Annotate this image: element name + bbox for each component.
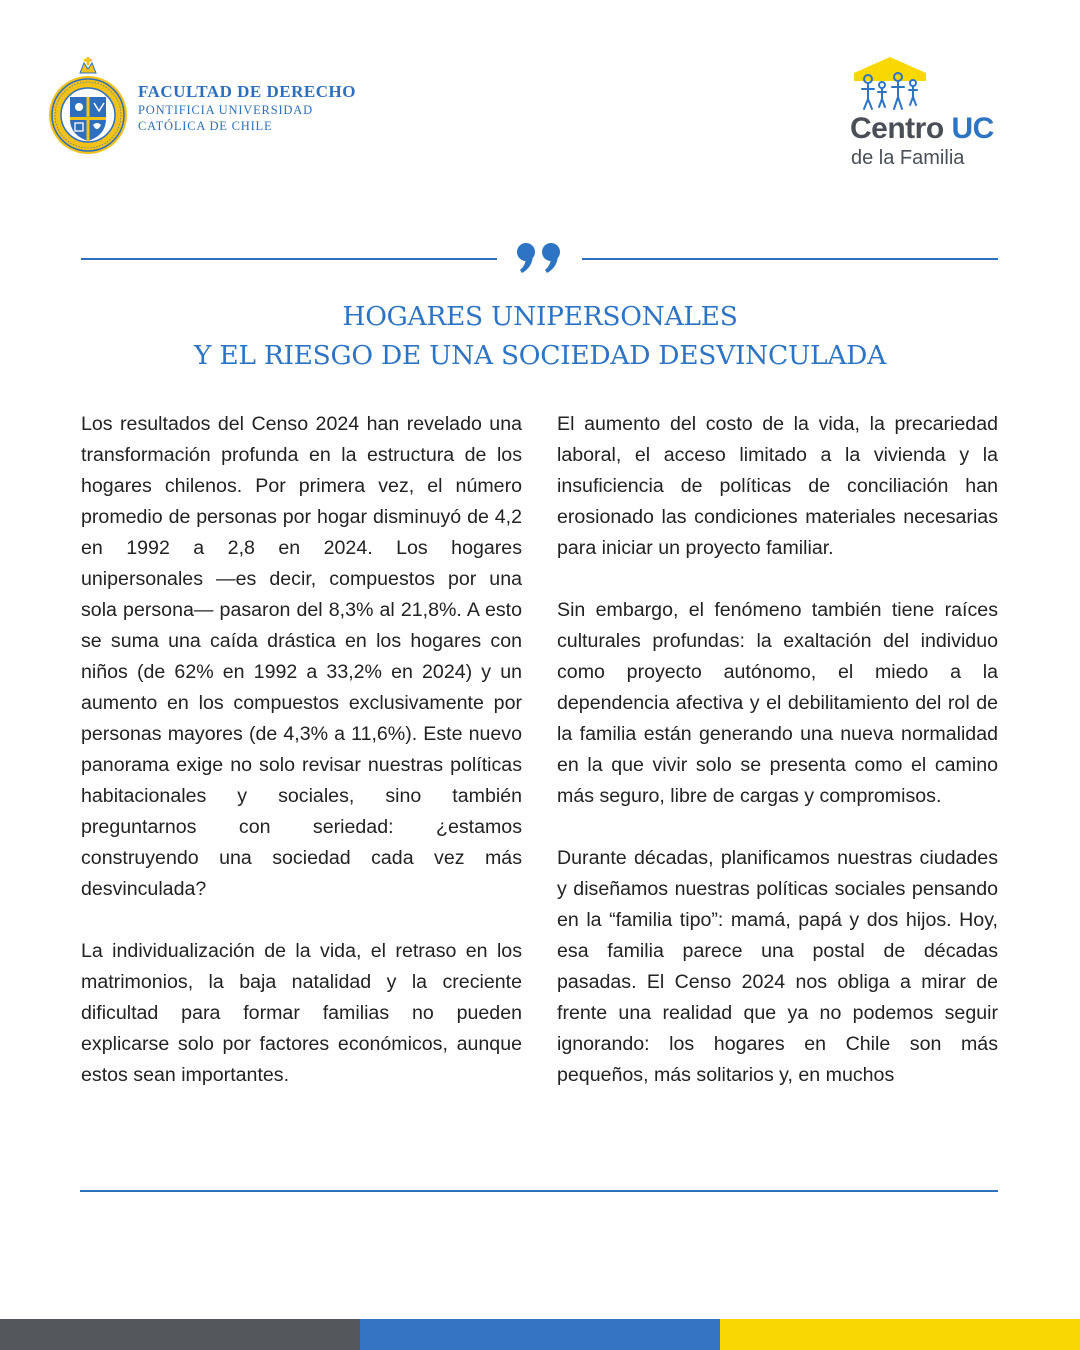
paragraph: La individualización de la vida, el retraso en los matrimonios, la baja natalidad y la creciente dificultad para formar familias no pueden explicarse solo por factores económicos, aunque estos sean importantes. (81, 940, 522, 1086)
family-house-icon (850, 55, 930, 111)
centro-subtitle: de la Familia (851, 147, 965, 169)
paragraph: Durante décadas, planificamos nuestras ciudades y diseñamos nuestras políticas sociales pensando en la “familia tipo”: mamá, papá y dos hijos. Hoy, esa familia parece una postal de décadas pasadas. El Censo 2024 nos obliga a mirar de frente una realidad que ya no podemos seguir ignorando: los hogares en Chile son más pequeños, más solitarios y, en muchos (557, 847, 998, 1086)
paragraph: Sin embargo, el fenómeno también tiene raíces culturales profundas: la exaltación del individuo como proyecto autónomo, el miedo a la dependencia afectiva y el debilitamiento del rol de la familia están generando una nueva normalidad en la que vivir solo se presenta como el camino más seguro, libre de cargas y compromisos. (557, 599, 998, 807)
article-title (80, 297, 1000, 375)
left-column (81, 409, 522, 1091)
footer-stripe-gray (0, 1319, 360, 1350)
divider-left (81, 258, 497, 260)
divider-right (582, 258, 998, 260)
quote-icon (513, 239, 565, 279)
title-line-2: Y EL RIESGO DE UNA SOCIEDAD DESVINCULADA (194, 340, 886, 371)
footer-stripe-blue (360, 1319, 720, 1350)
uc-word: UC (951, 112, 994, 145)
title-line-1: HOGARES UNIPERSONALES (342, 301, 738, 332)
faculty-country-line: CATÓLICA DE CHILE (138, 119, 273, 133)
university-seal-icon (48, 55, 128, 159)
faculty-logo (48, 55, 356, 159)
faculty-university-line: PONTIFICIA UNIVERSIDAD (138, 103, 313, 117)
paragraph: Los resultados del Censo 2024 han revelado una transformación profunda en la estructura de los hogares chilenos. Por primera vez, el número promedio de personas por hogar disminuyó de 4,2 en 1992 a 2,8 en 2024. Los hogares unipersonales —es decir, compuestos por una sola persona— pasaron del 8,3% al 21,8%. A esto se suma una caída drástica en los hogares con niños (de 62% en 1992 a 33,2% en 2024) y un aumento en los compuestos exclusivamente por personas mayores (de 4,3% a 11,6%). Este nuevo panorama exige no solo revisar nuestras políticas habitacionales y sociales, sino también preguntarnos con seriedad: ¿estamos construyendo una sociedad cada vez más desvinculada? (81, 413, 522, 900)
faculty-title: FACULTAD DE DERECHO (138, 82, 356, 101)
centro-word: Centro (850, 112, 944, 145)
footer-stripe-yellow (720, 1319, 1080, 1350)
paragraph: El aumento del costo de la vida, la precariedad laboral, el acceso limitado a la vivienda y la insuficiencia de políticas de conciliación han erosionado las condiciones materiales necesarias para iniciar un proyecto familiar. (557, 413, 998, 559)
centro-uc-logo (848, 55, 1028, 170)
right-column (557, 409, 998, 1091)
bottom-divider (80, 1190, 998, 1192)
